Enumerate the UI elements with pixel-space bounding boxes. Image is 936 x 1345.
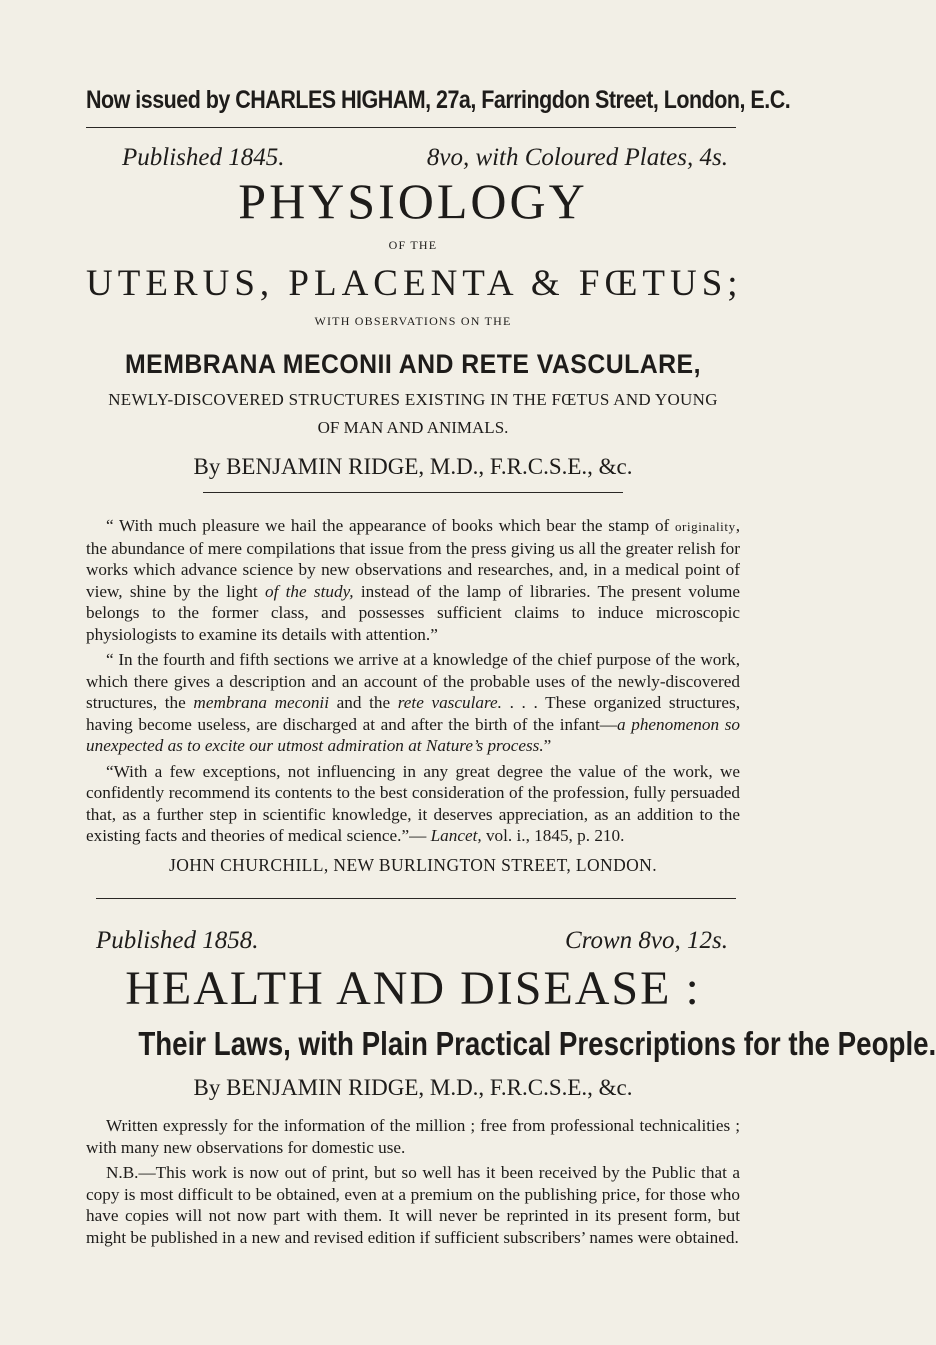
book1-title-second: UTERUS, PLACENTA & FŒTUS; [86,263,743,304]
book1-pub-row [86,144,740,172]
book2-published: Published 1858. [96,926,259,954]
section-divider [96,898,736,899]
book1-title-third: MEMBRANA MECONII AND RETE VASCULARE, [125,349,701,379]
book1-with-observations: WITH OBSERVATIONS ON THE [314,314,512,328]
book2-title-main: HEALTH AND DISEASE : [125,961,701,1015]
book2-description: Written expressly for the information of the million ; free from professional technicalities ; with many new observations for domestic use. [86,1116,740,1157]
book-physiology [86,144,743,876]
publisher-header: Now issued by CHARLES HIGHAM, 27a, Farringdon Street, London, E.C. [86,86,791,114]
book1-review-paragraph-2: “ In the fourth and fifth sections we arrive at a knowledge of the chief purpose of the work, which there gives a description and an account of the probable uses of the newly-discovered structures, the membrana meconii and the rete vasculare. . . . These organized structures, having become useless, are discharged at and after the birth of the infant—a phenomenon so unexpected as to excite our utmost admiration at Nature’s process.” [86,650,740,755]
book-health-and-disease [86,926,936,1249]
book1-of-the: OF THE [388,238,438,252]
book1-newly-discovered: NEWLY-DISCOVERED STRUCTURES EXISTING IN THE FŒTUS AND YOUNG [108,390,718,409]
book1-review-paragraph-1: “ With much pleasure we hail the appearance of books which bear the stamp of originality, the abundance of mere compilations that issue from the press giving us all the greater relish for works which advance science by new observations and researches, and, in a medical point of view, shine by the light of the study, instead of the lamp of libraries. The present volume belongs to the former class, and possesses sufficient claims to induce microscopic physiologists to examine its details with attention.” [86,516,740,644]
book1-author: By BENJAMIN RIDGE, M.D., F.R.C.S.E., &c. [193,454,633,479]
book1-format: 8vo, with Coloured Plates, 4s. [426,144,728,171]
book1-published: Published 1845. [122,144,285,171]
book2-format: Crown 8vo, 12s. [565,926,728,954]
book2-author: By BENJAMIN RIDGE, M.D., F.R.C.S.E., &c. [193,1075,633,1101]
book1-review-paragraph-3: “With a few exceptions, not influencing in any great degree the value of the work, we confidently recommend its contents to the best consideration of the profession, fully persuaded that, as a further step in scientific knowledge, it deserves appreciation, as an addition to the existing facts and theories of medical science.”— Lancet, vol. i., 1845, p. 210. [86,761,740,845]
book1-divider [203,492,623,493]
book2-nota-bene: N.B.—This work is now out of print, but so well has it been received by the Public that a copy is most difficult to be obtained, even at a premium on the publishing price, for those who have copies will not now part with them. It will never be reprinted in its present form, but might be published in a new and revised edition if sufficient subscribers’ names were obtained. [86,1163,740,1247]
book1-publisher: JOHN CHURCHILL, NEW BURLINGTON STREET, LONDON. [169,854,657,875]
book2-subtitle: Their Laws, with Plain Practical Prescriptions for the People. [138,1025,936,1063]
header-rule [86,127,736,128]
book1-of-man: OF MAN AND ANIMALS. [317,418,509,437]
book1-title-main: PHYSIOLOGY [238,173,588,229]
book2-pub-row [86,927,740,955]
